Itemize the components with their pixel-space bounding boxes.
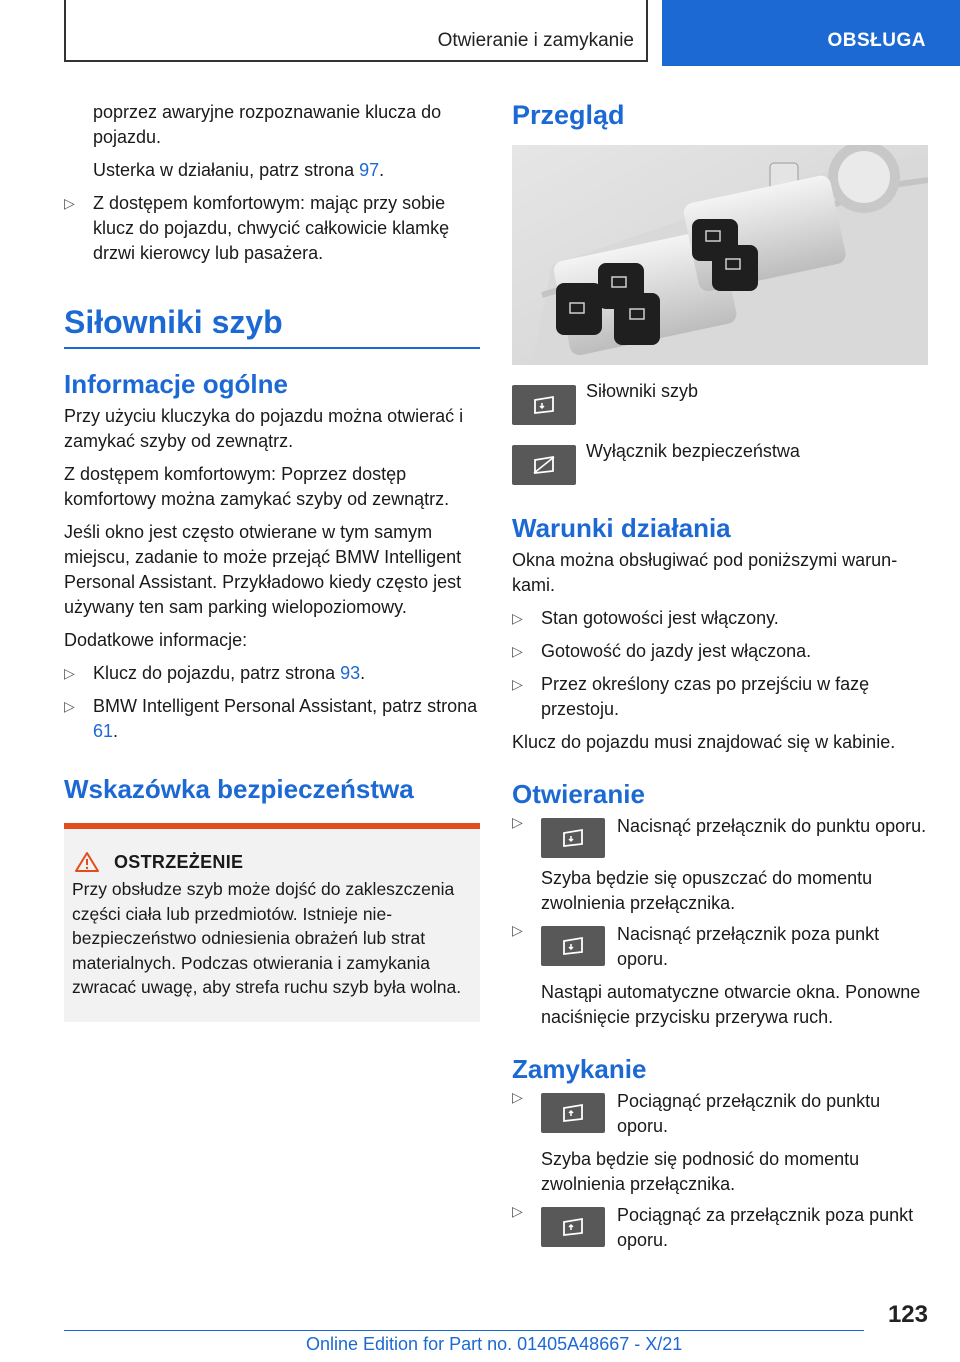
window-switch-icon xyxy=(541,818,605,858)
list-item: ▷ BMW Intelligent Personal Assistant, patrz strona 61. xyxy=(64,696,478,741)
section-heading-safety: Wskazówka bezpieczeństwa xyxy=(64,774,414,804)
section-heading-general-info: Informacje ogólne xyxy=(64,369,288,399)
warning-text: Przy obsłudze szyb może dojść do zakleszczenia części ciała lub przedmiotów. Istnieje niebezpieczeństwo odniesienia obrażeń lub strat materialnych. Podczas otwierania i zamykania zwracać uwagę, aby strefa ruchu szyb była wolna. xyxy=(72,879,462,997)
list-item xyxy=(512,814,928,916)
window-switch-icon xyxy=(541,1207,605,1247)
chapter-heading-block xyxy=(64,304,480,349)
bullet-triangle-icon: ▷ xyxy=(512,610,523,626)
paragraph: Przy użyciu kluczyka do pojazdu można otwierać i zamykać szyby od zewnątrz. xyxy=(64,406,464,451)
header-section-tab xyxy=(662,0,960,66)
warning-box xyxy=(64,823,480,1022)
step-text: Nacisnąć przełącznik poza punkt oporu. xyxy=(617,924,880,969)
warning-header xyxy=(74,851,470,873)
page-link-97[interactable]: 97 xyxy=(359,160,380,180)
bullet-triangle-icon: ▷ xyxy=(512,922,523,938)
right-column xyxy=(512,100,928,1259)
step-result: Szyba będzie się podnosić do momentu zwolnienia przełącznika. xyxy=(541,1149,860,1194)
page-link-61[interactable]: 61 xyxy=(93,721,114,741)
page-number: 123 xyxy=(887,1301,928,1328)
left-column xyxy=(64,100,480,1022)
paragraph: Z dostępem komfortowym: Poprzez dostęp komfortowy można zamykać szyby od zewnątrz. xyxy=(64,464,450,509)
paragraph: Okna można obsługiwać pod poniższymi warunkami. xyxy=(512,550,898,595)
warning-title: OSTRZEŻENIE xyxy=(114,851,244,872)
list-item: ▷ Gotowość do jazdy jest włączona. xyxy=(512,639,928,664)
list-item: ▷ Z dostępem komfortowym: mając przy sobie klucz do pojazdu, chwycić całkowicie klamkę drzwi kierowcy lub pasażera. xyxy=(64,193,450,263)
footer-divider xyxy=(64,1330,864,1331)
chapter-title: Otwieranie i zamykanie xyxy=(437,30,634,51)
window-switch-icon xyxy=(512,385,576,425)
window-switch-icon xyxy=(541,926,605,966)
footer-edition: Online Edition for Part no. 01405A48667 - X/21 xyxy=(306,1334,683,1354)
page-header xyxy=(0,0,960,66)
list-item xyxy=(512,1203,928,1253)
legend-label: Siłowniki szyb xyxy=(586,381,699,401)
section-heading-opening: Otwieranie xyxy=(512,779,645,809)
section-heading-conditions: Warunki działania xyxy=(512,513,731,543)
section-heading-closing: Zamykanie xyxy=(512,1054,647,1084)
list-item: ▷ Klucz do pojazdu, patrz strona 93. xyxy=(64,661,480,686)
list-item xyxy=(512,922,928,1030)
bullet-triangle-icon: ▷ xyxy=(64,665,75,681)
legend-label: Wyłącznik bezpieczeństwa xyxy=(586,441,800,461)
header-chapter-box xyxy=(64,0,648,62)
section-heading-overview: Przegląd xyxy=(512,100,625,130)
bullet-triangle-icon: ▷ xyxy=(512,1203,523,1219)
step-text: Pociągnąć przełącznik do punktu oporu. xyxy=(617,1091,881,1136)
continued-paragraph: poprzez awaryjne rozpoznawanie klucza do pojazdu. xyxy=(93,102,442,147)
bullet-triangle-icon: ▷ xyxy=(512,643,523,659)
paragraph: Dodatkowe informacje: xyxy=(64,630,248,650)
legend-item-safety-switch xyxy=(512,441,928,485)
bullet-triangle-icon: ▷ xyxy=(64,195,75,211)
page-link-93[interactable]: 93 xyxy=(340,663,361,683)
list-item: ▷ Przez określony czas po przejściu w fazę przestoju. xyxy=(512,674,870,719)
step-text: Nacisnąć przełącznik do punktu oporu. xyxy=(617,816,927,836)
window-switch-icon xyxy=(541,1093,605,1133)
window-switch-photo xyxy=(512,145,928,365)
warning-triangle-icon xyxy=(74,851,100,873)
legend-item-window-switches xyxy=(512,381,928,425)
bullet-triangle-icon: ▷ xyxy=(512,814,523,830)
bullet-triangle-icon: ▷ xyxy=(512,1089,523,1105)
paragraph: Klucz do pojazdu musi znajdować się w kabinie. xyxy=(512,732,896,752)
bullet-triangle-icon: ▷ xyxy=(512,676,523,692)
step-text: Pociągnąć za przełącznik poza punkt oporu. xyxy=(617,1205,914,1250)
list-item xyxy=(512,1089,928,1197)
section-title: OBSŁUGA xyxy=(827,30,926,51)
chapter-heading: Siłowniki szyb xyxy=(64,304,283,340)
malfunction-reference: Usterka w działaniu, patrz strona 97. xyxy=(93,160,385,180)
safety-switch-icon xyxy=(512,445,576,485)
step-result: Nastąpi automatyczne otwarcie okna. Ponowne naciśnięcie przycisku przerywa ruch. xyxy=(541,982,921,1027)
step-result: Szyba będzie się opuszczać do momentu zwolnienia przełącznika. xyxy=(541,868,873,913)
paragraph: Jeśli okno jest często otwierane w tym samym miejscu, zadanie to może przejąć BMW Intelligent Personal Assistant. Przykładowo kiedy często jest używany ten sam parking wielopoziomowy. xyxy=(64,522,462,617)
bullet-triangle-icon: ▷ xyxy=(64,698,75,714)
list-item: ▷ Stan gotowości jest włączony. xyxy=(512,606,928,631)
